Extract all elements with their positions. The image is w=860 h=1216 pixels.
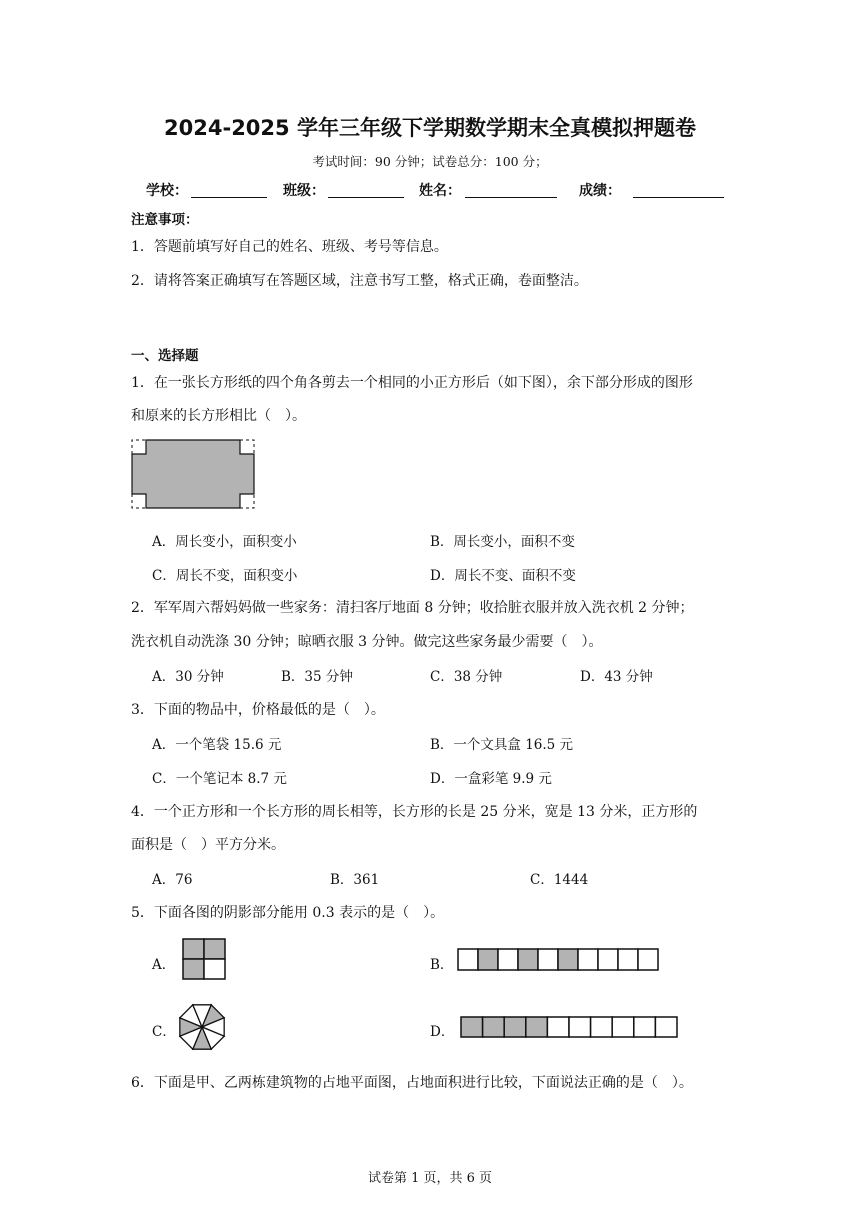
school-blank[interactable] bbox=[191, 197, 267, 198]
notice-heading: 注意事项： bbox=[131, 212, 199, 228]
question-text: 面积是（ ）平方分米。 bbox=[131, 837, 285, 853]
strip-cell bbox=[458, 949, 478, 970]
strip-cell bbox=[558, 949, 578, 970]
option-a[interactable]: A．一个笔袋 15.6 元 bbox=[152, 737, 282, 753]
exam-subtitle: 考试时间：90 分钟；试卷总分：100 分； bbox=[312, 154, 548, 169]
option-a[interactable]: A．30 分钟 bbox=[152, 669, 224, 685]
class-blank[interactable] bbox=[328, 197, 404, 198]
option-a[interactable]: A．76 bbox=[152, 872, 193, 888]
section-heading: 一、选择题 bbox=[131, 348, 199, 364]
q5d-strip-figure bbox=[460, 1016, 679, 1039]
question-text: 和原来的长方形相比（ ）。 bbox=[131, 408, 306, 424]
option-b[interactable]: B．周长变小，面积不变 bbox=[430, 534, 575, 550]
class-label: 班级： bbox=[283, 183, 325, 199]
question-text: 3．下面的物品中，价格最低的是（ ）。 bbox=[131, 702, 385, 718]
strip-cell bbox=[547, 1017, 569, 1037]
option-a[interactable]: A． bbox=[152, 957, 176, 973]
strip-cell bbox=[504, 1017, 526, 1037]
q5a-grid-figure bbox=[182, 938, 227, 981]
notice-item: 1．答题前填写好自己的姓名、班级、考号等信息。 bbox=[131, 239, 448, 255]
notice-item: 2．请将答案正确填写在答题区域，注意书写工整，格式正确，卷面整洁。 bbox=[131, 273, 588, 289]
strip-cell bbox=[578, 949, 598, 970]
option-a[interactable]: A．周长变小，面积变小 bbox=[152, 534, 297, 550]
option-c[interactable]: C．1444 bbox=[530, 872, 589, 888]
score-blank[interactable] bbox=[633, 197, 724, 198]
option-b[interactable]: B．一个文具盒 16.5 元 bbox=[430, 737, 574, 753]
strip-cell bbox=[461, 1017, 483, 1037]
question-text: 4．一个正方形和一个长方形的周长相等，长方形的长是 25 分米，宽是 13 分米，正方形的 bbox=[131, 804, 698, 820]
option-c[interactable]: C．38 分钟 bbox=[430, 669, 503, 685]
q5b-strip-figure bbox=[457, 948, 659, 972]
question-text: 6．下面是甲、乙两栋建筑物的占地平面图，占地面积进行比较，下面说法正确的是（ ）。 bbox=[131, 1075, 693, 1091]
strip-cell bbox=[538, 949, 558, 970]
strip-cell bbox=[483, 1017, 505, 1037]
strip-cell bbox=[618, 949, 638, 970]
question-text: 洗衣机自动洗涤 30 分钟；晾晒衣服 3 分钟。做完这些家务最少需要（ ）。 bbox=[131, 634, 603, 650]
strip-cell bbox=[478, 949, 498, 970]
page-footer: 试卷第 1 页，共 6 页 bbox=[367, 1171, 493, 1186]
score-label: 成绩： bbox=[579, 183, 621, 199]
option-d[interactable]: D．一盒彩笔 9.9 元 bbox=[430, 771, 552, 787]
option-d[interactable]: D． bbox=[430, 1024, 455, 1040]
page-title: 2024-2025 学年三年级下学期数学期末全真模拟押题卷 bbox=[164, 116, 696, 140]
strip-cell bbox=[598, 949, 618, 970]
option-c[interactable]: C． bbox=[152, 1024, 176, 1040]
strip-cell bbox=[655, 1017, 677, 1037]
strip-cell bbox=[569, 1017, 591, 1037]
option-b[interactable]: B． bbox=[430, 957, 454, 973]
strip-cell bbox=[634, 1017, 656, 1037]
option-d[interactable]: D．43 分钟 bbox=[580, 669, 653, 685]
option-b[interactable]: B．35 分钟 bbox=[281, 669, 353, 685]
strip-cell bbox=[526, 1017, 548, 1037]
q1-cut-rectangle-figure bbox=[128, 436, 262, 514]
name-blank[interactable] bbox=[465, 197, 557, 198]
option-c[interactable]: C．周长不变，面积变小 bbox=[152, 568, 298, 584]
option-c[interactable]: C．一个笔记本 8.7 元 bbox=[152, 771, 287, 787]
strip-cell bbox=[638, 949, 658, 970]
school-label: 学校： bbox=[146, 183, 188, 199]
strip-cell bbox=[612, 1017, 634, 1037]
strip-cell bbox=[498, 949, 518, 970]
question-text: 5．下面各图的阴影部分能用 0.3 表示的是（ ）。 bbox=[131, 905, 445, 921]
option-d[interactable]: D．周长不变、面积不变 bbox=[430, 568, 576, 584]
question-text: 2．军军周六帮妈妈做一些家务：清扫客厅地面 8 分钟；收拾脏衣服并放入洗衣机 2 分钟； bbox=[131, 600, 694, 616]
strip-cell bbox=[591, 1017, 613, 1037]
question-text: 1．在一张长方形纸的四个角各剪去一个相同的小正方形后（如下图），余下部分形成的图形 bbox=[131, 375, 693, 391]
name-label: 姓名： bbox=[419, 183, 461, 199]
option-b[interactable]: B．361 bbox=[330, 872, 380, 888]
strip-cell bbox=[518, 949, 538, 970]
q5c-octagon-figure bbox=[177, 1002, 227, 1052]
